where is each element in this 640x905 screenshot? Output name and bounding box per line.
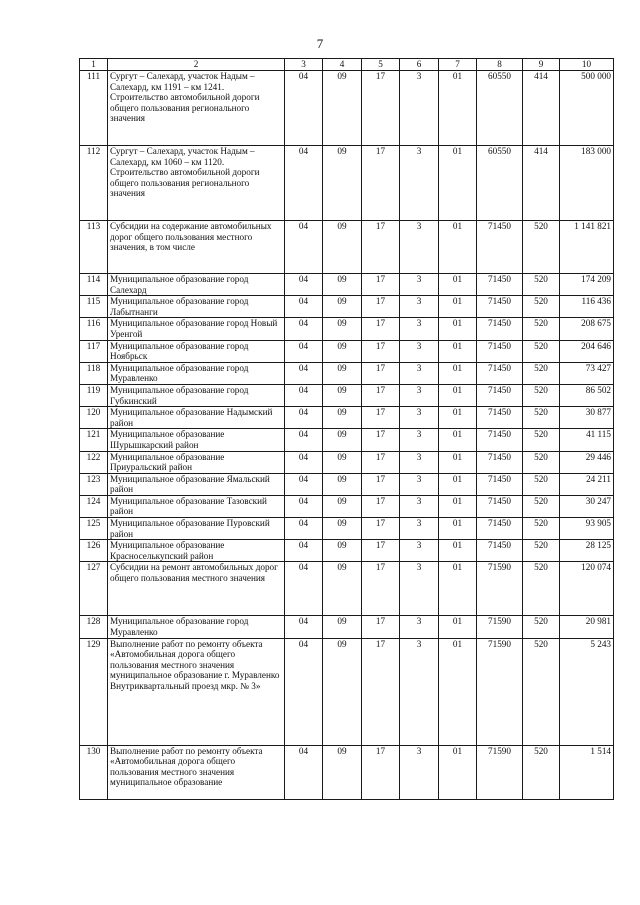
row-code-4: 09 (323, 473, 362, 495)
row-number: 117 (80, 340, 108, 362)
row-code-8: 71450 (477, 221, 523, 274)
row-code-8: 71590 (477, 745, 523, 799)
row-code-4: 09 (323, 71, 362, 146)
budget-table (79, 58, 614, 800)
row-code-8: 60550 (477, 146, 523, 221)
row-amount: 86 502 (560, 384, 614, 406)
table-row (80, 451, 614, 473)
row-code-9: 520 (523, 429, 560, 451)
column-header: 9 (523, 59, 560, 71)
row-code-8: 71590 (477, 616, 523, 638)
row-code-9: 520 (523, 473, 560, 495)
table-row (80, 562, 614, 616)
row-code-4: 09 (323, 274, 362, 296)
row-code-5: 17 (362, 745, 400, 799)
row-name: Муниципальное образование Ямальский район (108, 473, 285, 495)
table-row (80, 540, 614, 562)
row-amount: 204 646 (560, 340, 614, 362)
row-code-7: 01 (439, 745, 477, 799)
row-amount: 28 125 (560, 540, 614, 562)
table-row (80, 340, 614, 362)
row-code-9: 520 (523, 407, 560, 429)
row-code-8: 71450 (477, 407, 523, 429)
column-header: 4 (323, 59, 362, 71)
table-row (80, 745, 614, 799)
row-code-4: 09 (323, 362, 362, 384)
row-code-6: 3 (400, 495, 439, 517)
column-header: 10 (560, 59, 614, 71)
row-amount: 41 115 (560, 429, 614, 451)
row-amount: 73 427 (560, 362, 614, 384)
row-number: 119 (80, 384, 108, 406)
row-code-3: 04 (285, 296, 323, 318)
row-amount: 183 000 (560, 146, 614, 221)
row-code-8: 71450 (477, 429, 523, 451)
row-code-9: 520 (523, 562, 560, 616)
row-name: Выполнение работ по ремонту объекта «Автомобильная дорога общего пользования местного значения муниципальное образование (108, 745, 285, 799)
row-code-4: 09 (323, 495, 362, 517)
row-name: Муниципальное образование город Новый Уренгой (108, 318, 285, 340)
row-code-4: 09 (323, 616, 362, 638)
row-code-7: 01 (439, 221, 477, 274)
row-code-3: 04 (285, 429, 323, 451)
row-number: 116 (80, 318, 108, 340)
row-number: 126 (80, 540, 108, 562)
row-code-6: 3 (400, 473, 439, 495)
row-amount: 500 000 (560, 71, 614, 146)
row-code-6: 3 (400, 384, 439, 406)
row-code-4: 09 (323, 429, 362, 451)
row-code-7: 01 (439, 146, 477, 221)
row-code-4: 09 (323, 407, 362, 429)
row-amount: 30 247 (560, 495, 614, 517)
row-amount: 29 446 (560, 451, 614, 473)
row-code-6: 3 (400, 146, 439, 221)
row-code-7: 01 (439, 451, 477, 473)
row-code-6: 3 (400, 518, 439, 540)
row-code-8: 60550 (477, 71, 523, 146)
row-code-4: 09 (323, 518, 362, 540)
row-amount: 1 141 821 (560, 221, 614, 274)
row-code-3: 04 (285, 495, 323, 517)
row-code-4: 09 (323, 340, 362, 362)
row-code-9: 520 (523, 221, 560, 274)
table-row (80, 616, 614, 638)
row-code-8: 71450 (477, 384, 523, 406)
row-amount: 20 981 (560, 616, 614, 638)
row-code-5: 17 (362, 616, 400, 638)
row-code-3: 04 (285, 540, 323, 562)
table-header-row (80, 59, 614, 71)
row-code-3: 04 (285, 384, 323, 406)
row-code-4: 09 (323, 562, 362, 616)
row-code-8: 71450 (477, 495, 523, 517)
row-code-3: 04 (285, 274, 323, 296)
row-code-9: 520 (523, 274, 560, 296)
row-code-9: 414 (523, 71, 560, 146)
row-code-7: 01 (439, 562, 477, 616)
row-code-5: 17 (362, 638, 400, 745)
row-number: 111 (80, 71, 108, 146)
row-code-5: 17 (362, 362, 400, 384)
row-code-3: 04 (285, 146, 323, 221)
row-number: 129 (80, 638, 108, 745)
row-code-8: 71450 (477, 340, 523, 362)
row-code-9: 520 (523, 362, 560, 384)
row-code-7: 01 (439, 616, 477, 638)
row-number: 127 (80, 562, 108, 616)
row-code-3: 04 (285, 71, 323, 146)
row-number: 124 (80, 495, 108, 517)
table-row (80, 638, 614, 745)
row-name: Муниципальное образование Тазовский район (108, 495, 285, 517)
row-code-9: 520 (523, 340, 560, 362)
table-row (80, 71, 614, 146)
row-code-7: 01 (439, 318, 477, 340)
row-code-5: 17 (362, 318, 400, 340)
row-name: Муниципальное образование Красноселькупский район (108, 540, 285, 562)
row-code-6: 3 (400, 540, 439, 562)
table-row (80, 221, 614, 274)
row-code-5: 17 (362, 71, 400, 146)
row-code-5: 17 (362, 429, 400, 451)
column-header: 2 (108, 59, 285, 71)
row-number: 130 (80, 745, 108, 799)
row-name: Субсидии на содержание автомобильных дорог общего пользования местного значения, в том числе (108, 221, 285, 274)
page-number: 7 (316, 36, 324, 51)
row-code-6: 3 (400, 638, 439, 745)
table-row (80, 146, 614, 221)
row-code-7: 01 (439, 638, 477, 745)
table-row (80, 473, 614, 495)
row-code-8: 71450 (477, 540, 523, 562)
row-name: Муниципальное образование город Губкинский (108, 384, 285, 406)
row-number: 113 (80, 221, 108, 274)
table-row (80, 518, 614, 540)
row-code-6: 3 (400, 745, 439, 799)
row-code-7: 01 (439, 274, 477, 296)
row-code-5: 17 (362, 384, 400, 406)
row-code-6: 3 (400, 407, 439, 429)
row-code-8: 71590 (477, 638, 523, 745)
row-code-3: 04 (285, 745, 323, 799)
row-code-8: 71450 (477, 274, 523, 296)
row-code-7: 01 (439, 518, 477, 540)
row-number: 120 (80, 407, 108, 429)
row-code-7: 01 (439, 407, 477, 429)
row-code-9: 520 (523, 518, 560, 540)
row-code-5: 17 (362, 296, 400, 318)
row-code-4: 09 (323, 638, 362, 745)
row-number: 121 (80, 429, 108, 451)
row-code-8: 71450 (477, 362, 523, 384)
row-code-8: 71450 (477, 296, 523, 318)
row-code-3: 04 (285, 451, 323, 473)
row-code-6: 3 (400, 274, 439, 296)
row-code-3: 04 (285, 221, 323, 274)
column-header: 3 (285, 59, 323, 71)
table-body (80, 71, 614, 800)
table-row (80, 318, 614, 340)
table-row (80, 384, 614, 406)
row-code-4: 09 (323, 451, 362, 473)
row-number: 125 (80, 518, 108, 540)
row-code-3: 04 (285, 473, 323, 495)
table-row (80, 495, 614, 517)
row-code-7: 01 (439, 540, 477, 562)
row-name: Муниципальное образование город Салехард (108, 274, 285, 296)
column-header: 6 (400, 59, 439, 71)
row-code-7: 01 (439, 473, 477, 495)
row-code-5: 17 (362, 540, 400, 562)
row-code-5: 17 (362, 221, 400, 274)
table-row (80, 362, 614, 384)
row-code-9: 520 (523, 745, 560, 799)
row-name: Муниципальное образование Шурышкарский район (108, 429, 285, 451)
row-name: Муниципальное образование Надымский район (108, 407, 285, 429)
row-code-9: 520 (523, 495, 560, 517)
row-code-6: 3 (400, 562, 439, 616)
row-code-3: 04 (285, 407, 323, 429)
row-amount: 208 675 (560, 318, 614, 340)
row-code-6: 3 (400, 340, 439, 362)
row-code-5: 17 (362, 473, 400, 495)
row-code-9: 520 (523, 384, 560, 406)
row-name: Сургут – Салехард, участок Надым – Салехард, км 1191 – км 1241. Строительство автомобильной дороги общего пользования регионального значения (108, 71, 285, 146)
row-code-8: 71450 (477, 518, 523, 540)
table-row (80, 429, 614, 451)
row-number: 114 (80, 274, 108, 296)
row-code-7: 01 (439, 495, 477, 517)
row-code-8: 71590 (477, 562, 523, 616)
row-code-8: 71450 (477, 451, 523, 473)
row-code-9: 520 (523, 638, 560, 745)
row-name: Субсидии на ремонт автомобильных дорог общего пользования местного значения (108, 562, 285, 616)
row-amount: 24 211 (560, 473, 614, 495)
row-code-9: 520 (523, 451, 560, 473)
row-code-5: 17 (362, 562, 400, 616)
row-code-3: 04 (285, 318, 323, 340)
row-number: 115 (80, 296, 108, 318)
column-header: 7 (439, 59, 477, 71)
row-code-5: 17 (362, 340, 400, 362)
row-code-5: 17 (362, 495, 400, 517)
row-code-3: 04 (285, 616, 323, 638)
row-code-8: 71450 (477, 473, 523, 495)
row-code-4: 09 (323, 318, 362, 340)
row-code-3: 04 (285, 518, 323, 540)
row-code-9: 520 (523, 318, 560, 340)
row-code-5: 17 (362, 274, 400, 296)
row-number: 112 (80, 146, 108, 221)
row-name: Муниципальное образование город Лабытнанги (108, 296, 285, 318)
row-amount: 30 877 (560, 407, 614, 429)
row-code-5: 17 (362, 146, 400, 221)
row-code-7: 01 (439, 296, 477, 318)
row-name: Муниципальное образование Приуральский район (108, 451, 285, 473)
row-code-4: 09 (323, 146, 362, 221)
row-code-3: 04 (285, 562, 323, 616)
row-code-6: 3 (400, 71, 439, 146)
row-number: 123 (80, 473, 108, 495)
row-code-7: 01 (439, 71, 477, 146)
row-amount: 93 905 (560, 518, 614, 540)
row-name: Выполнение работ по ремонту объекта «Автомобильная дорога общего пользования местного значения муниципальное образование г. Муравленко Внутриквартальный проезд мкр. № 3» (108, 638, 285, 745)
row-code-4: 09 (323, 296, 362, 318)
row-name: Сургут – Салехард, участок Надым – Салехард, км 1060 – км 1120. Строительство автомобильной дороги общего пользования регионального значения (108, 146, 285, 221)
row-code-6: 3 (400, 429, 439, 451)
row-code-6: 3 (400, 318, 439, 340)
row-code-4: 09 (323, 221, 362, 274)
row-code-6: 3 (400, 296, 439, 318)
row-amount: 5 243 (560, 638, 614, 745)
row-amount: 174 209 (560, 274, 614, 296)
row-code-4: 09 (323, 384, 362, 406)
column-header: 1 (80, 59, 108, 71)
row-code-4: 09 (323, 745, 362, 799)
row-code-6: 3 (400, 451, 439, 473)
row-code-3: 04 (285, 340, 323, 362)
table-row (80, 296, 614, 318)
row-code-9: 520 (523, 296, 560, 318)
row-code-8: 71450 (477, 318, 523, 340)
row-code-5: 17 (362, 407, 400, 429)
row-code-7: 01 (439, 362, 477, 384)
row-code-5: 17 (362, 518, 400, 540)
row-name: Муниципальное образование город Муравленко (108, 616, 285, 638)
row-code-6: 3 (400, 616, 439, 638)
row-number: 122 (80, 451, 108, 473)
row-code-9: 414 (523, 146, 560, 221)
row-code-7: 01 (439, 384, 477, 406)
row-amount: 120 074 (560, 562, 614, 616)
row-name: Муниципальное образование Пуровский район (108, 518, 285, 540)
row-code-6: 3 (400, 362, 439, 384)
row-code-7: 01 (439, 429, 477, 451)
row-code-6: 3 (400, 221, 439, 274)
row-amount: 1 514 (560, 745, 614, 799)
row-name: Муниципальное образование город Муравленко (108, 362, 285, 384)
column-header: 8 (477, 59, 523, 71)
column-header: 5 (362, 59, 400, 71)
table-row (80, 274, 614, 296)
row-code-3: 04 (285, 638, 323, 745)
row-name: Муниципальное образование город Ноябрьск (108, 340, 285, 362)
row-code-9: 520 (523, 616, 560, 638)
row-number: 128 (80, 616, 108, 638)
row-code-5: 17 (362, 451, 400, 473)
row-code-3: 04 (285, 362, 323, 384)
row-code-7: 01 (439, 340, 477, 362)
row-amount: 116 436 (560, 296, 614, 318)
row-code-4: 09 (323, 540, 362, 562)
row-number: 118 (80, 362, 108, 384)
table-row (80, 407, 614, 429)
row-code-9: 520 (523, 540, 560, 562)
